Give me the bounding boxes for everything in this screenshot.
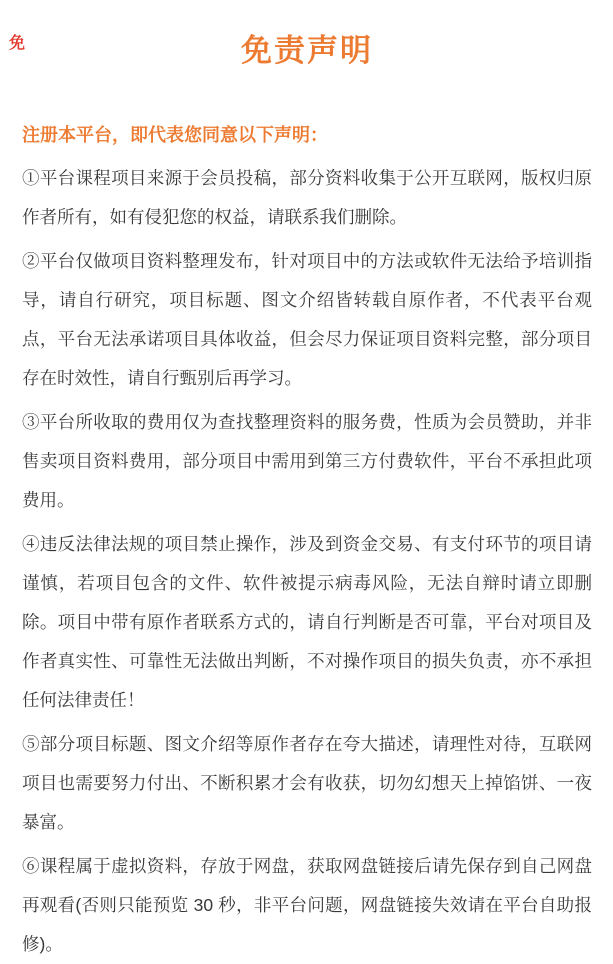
- disclaimer-clause-2: ②平台仅做项目资料整理发布，针对项目中的方法或软件无法给予培训指导，请自行研究，项目标题、图文介绍皆转载自原作者，不代表平台观点，平台无法承诺项目具体收益，但会尽力保证项目资料完整，部分项目存在时效性，请自行甄别后再学习。: [22, 251, 592, 388]
- disclaimer-clause-3: ③平台所收取的费用仅为查找整理资料的服务费，性质为会员赞助，并非售卖项目资料费用，部分项目中需用到第三方付费软件，平台不承担此项费用。: [22, 412, 592, 510]
- disclaimer-clause-4: ④违反法律法规的项目禁止操作，涉及到资金交易、有支付环节的项目请谨慎，若项目包含的文件、软件被提示病毒风险，无法自辩时请立即删除。项目中带有原作者联系方式的，请自行判断是否可靠，平台对项目及作者真实性、可靠性无法做出判断，不对操作项目的损失负责，亦不承担任何法律责任！: [22, 534, 592, 710]
- disclaimer-clause-1: ①平台课程项目来源于会员投稿，部分资料收集于公开互联网，版权归原作者所有，如有侵犯您的权益，请联系我们删除。: [22, 168, 592, 227]
- disclaimer-intro: 注册本平台，即代表您同意以下声明：: [22, 125, 328, 145]
- disclaimer-clause-5: ⑤部分项目标题、图文介绍等原作者存在夸大描述，请理性对待，互联网项目也需要努力付出、不断积累才会有收获，切勿幻想天上掉馅饼、一夜暴富。: [22, 734, 592, 832]
- page-title: 免责声明: [241, 33, 373, 68]
- disclaimer-page: [0, 30, 613, 954]
- disclaimer-clause-6: ⑥课程属于虚拟资料，存放于网盘，获取网盘链接后请先保存到自己网盘再观看(否则只能预览 30 秒，非平台问题，网盘链接失效请在平台自助报修)。: [22, 856, 592, 954]
- red-stamp-icon: 免: [9, 35, 26, 52]
